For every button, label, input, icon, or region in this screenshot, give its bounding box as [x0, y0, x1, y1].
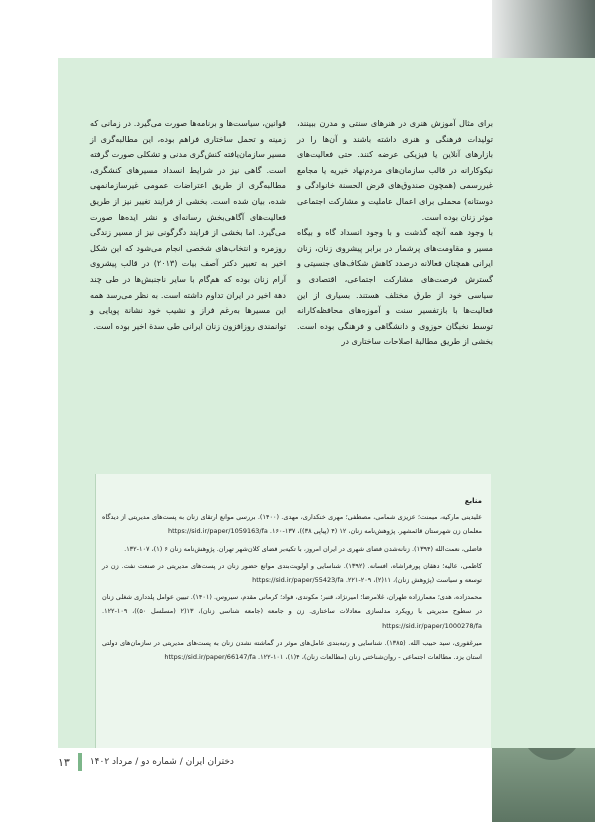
text-column-right: [297, 116, 493, 350]
top-margin: [0, 0, 595, 58]
paragraph: با وجود همه آنچه گذشت و با وجود انسداد گاه و بیگاه مسیر و مقاومت‌های پرشمار در برابر پیشروی زنان، زنان ایرانی همچنان فعالانه درصدد کاهش شکاف‌های جنسیتی و گسترش فرصت‌های مشارکت اجتماعی، اقتصادی و سیاسی خود از طرق مختلف هستند. بسیاری از این فعالیت‌ها با بازتفسیر سنت و آموزه‌های محافظه‌کارانه توسط نخبگان حوزوی و دانشگاهی و فرهنگی بوده است. بخشی از طریق مطالبهٔ اصلاحات ساختاری در: [297, 227, 493, 347]
reference-item: محمدزاده، هدی؛ معمارزاده طهران، غلامرضا؛ امیرنژاد، قنبر؛ مکوندی، فواد؛ کرمانی مقدم، سیروس. (۱۴۰۱). تبیین عوامل پلدداری شغلی زنان در سطوح مدیریتی با رویکرد مدلسازی معادلات ساختاری. زن و جامعه (جامعه شناسی زنان)، ۱۳(۲ (مسلسل ۵۰))، ۱۰۹-۱۲۲. https://sid.ir/paper/1000278/fa: [102, 593, 482, 630]
references-title: منابع: [464, 497, 482, 505]
reference-item: میرغفوری، سید حبیب الله. (۱۳۸۵). شناسایی و رتبه‌بندی عامل‌های موثر در گماشته نشدن زنان به پست‌های مدیریتی در سازمان‌های دولتی استان یزد. مطالعات اجتماعی - روان‌شناختی زنان (مطالعات زنان)، ۴(۱)، ۱۰۱-۱۲۲. https://sid.ir/paper/66147/fa: [102, 638, 482, 662]
issue-info: دختران ایران / شماره دو / مرداد ۱۴۰۲: [89, 757, 234, 767]
footer-divider: [78, 753, 82, 771]
paragraph: قوانین، سیاست‌ها و برنامه‌ها صورت می‌گیرد. در زمانی که زمینه و تحمل ساختاری فراهم بوده، این مطالبه‌گری از مسیر سازمان‌یافته کنش‌گری مدنی و تشکلی صورت گرفته است. گاهی نیز در شرایط انسداد مسیرهای کنشگری، مطالبه‌گری از طریق اعتراضات عمومی غیرسازمانمهی شده، بیان شده است. بخشی از فرایند تغییر نیز از طریق فعالیت‌های آگاهی‌بخش رسانه‌ای و نشر ایده‌ها صورت می‌گیرد. اما بخشی از فرایند دگرگونی نیز از مسیر زندگی روزمره و انتخاب‌های شخصی انجام می‌شود که این شکل اخیر به تعبیر دکتر آصف بیات (۲۰۱۳) در قالب پیشروی آرام زنان بوده که هم‌گام با سایر ناجنبش‌ها در طی چند دهة اخیر در ایران تداوم داشته است. به نظر می‌رسد همه این مسیرها به‌رغم فراز و نشیب خود نشانة پویایی و توانمندی روزافزون زنان ایرانی طی سدة اخیر بوده است.: [90, 118, 287, 331]
paragraph: برای مثال آموزش هنری در هنرهای سنتی و مدرن ببینند، تولیدات فرهنگی و هنری داشته باشند و آن‌ها را در بازارهای آنلاین یا فیزیکی عرضه کنند. حتی فعالیت‌های نیکوکارانه در قالب سازمان‌های مردم‌نهاد خیریه یا مجامع غیررسمی (همچون صندوق‌های قرض الحسنة خانوادگی و دوستانه) محملی برای اعمال عاملیت و مشارکت اجتماعی موثر زنان بوده است.: [297, 118, 493, 222]
text-column-left: [90, 116, 286, 334]
reference-item: علیدینی مارکیه، میمنت؛ عزیزی شمامی، مصطفی؛ مهری خنکداری، مهدی. (۱۴۰۰). بررسی موانع ارتقای زنان به پست‌های مدیریتی از دیدگاه معلمان زن شهرستان قائمشهر. پژوهش‌نامه زنان، ۱۲ (۴ (پیاپی ۳۸))، ۱۳۷-۱۶۰. https://sid.ir/paper/1059163/fa: [102, 513, 483, 536]
page-footer: [58, 752, 234, 772]
reference-item: کاظمی، عالیه؛ دهقان پورفراشاه، افسانه. (۱۳۹۲). شناسایی و اولویت‌بندی موانع حضور زنان در پست‌های مدیریتی در صنعت نفت. زن در توسعه و سیاست (پژوهش زنان)، ۱۱(۲)، ۲۰۹-۲۲۱. https://sid.ir/paper/55423/fa: [102, 561, 482, 585]
references-list: [102, 494, 482, 667]
page-number: ۱۳: [58, 755, 70, 769]
reference-item: فاضلی، نعمت‌الله (۱۳۹۴). زنانه‌شدن فضای شهری در ایران امروز، با تکیه‌بر فضای کلان‌شهر تهران. پژوهش‌نامه زنان ۶ (۱)، ۱۰۷-۱۳۲.: [124, 544, 482, 553]
